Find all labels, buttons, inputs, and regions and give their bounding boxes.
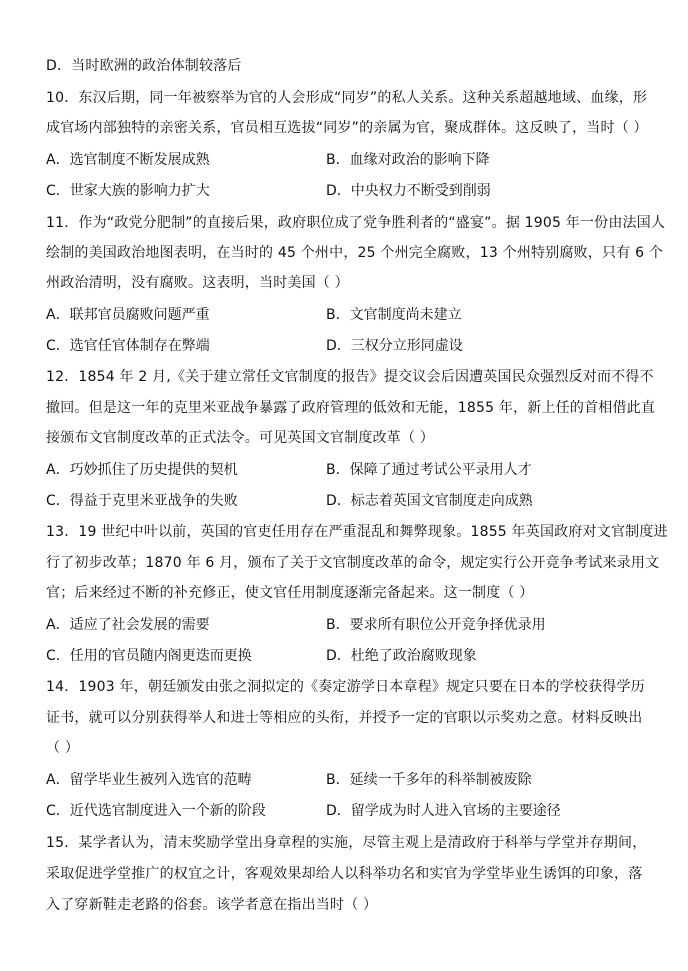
q13-option-a: A．适应了社会发展的需要 [46,617,210,633]
q10-option-c: C．世家大族的影响力扩大 [46,183,210,199]
q10-option-d: D．中央权力不断受到削弱 [326,183,491,199]
q12-stem-line-2: 撤回。但是这一年的克里米亚战争暴露了政府管理的低效和无能，1855 年，新上任的首相借此直 [46,400,656,416]
q15-stem-line-2: 采取促进学堂推广的权宜之计，客观效果却给人以科举功名和实官为学堂毕业生诱饵的印象，落 [46,866,643,882]
q13-option-d: D．杜绝了政治腐败现象 [326,648,477,664]
q14-stem-line-1: 14．1903 年，朝廷颁发由张之洞拟定的《奏定游学日本章程》规定只要在日本的学校获得学历 [46,679,645,695]
q14-option-b: B．延续一千多年的科举制被废除 [326,772,532,788]
q10-stem-line-1: 10．东汉后期，同一年被察举为官的人会形成“同岁”的私人关系。这种关系超越地域、血缘，形 [46,90,648,106]
q14-stem-line-2: 证书，就可以分别获得举人和进士等相应的头衔，并授予一定的官职以示奖劝之意。材料反映出 [46,710,643,726]
q12-option-d: D．标志着英国文官制度走向成熟 [326,493,533,509]
q12-stem-line-3: 接颁布文官制度改革的正式法令。可见英国文官制度改革（ ） [46,430,435,446]
q11-stem-line-1: 11．作为“政党分肥制”的直接后果，政府职位成了党争胜利者的“盛宴”。据 1905 年一份由法国人 [46,215,666,231]
q13-option-c: C．任用的官员随内阁更迭而更换 [46,648,252,664]
q11-option-d: D．三权分立形同虚设 [326,338,463,354]
q10-stem-line-2: 成官场内部独特的亲密关系，官员相互选拔“同岁”的亲属为官，聚成群体。这反映了，当时（ ） [46,120,648,136]
q14-option-c: C．近代选官制度进入一个新的阶段 [46,803,266,819]
q14-stem-line-3: （ ） [46,740,80,756]
q15-stem-line-1: 15．某学者认为，清末奖励学堂出身章程的实施，尽管主观上是清政府于科举与学堂并存期间， [46,835,647,851]
q14-option-d: D．留学成为时人进入官场的主要途径 [326,803,561,819]
q11-stem-line-2: 绘制的美国政治地图表明，在当时的 45 个州中，25 个州完全腐败，13 个州特别腐败，只有 6 个 [46,245,664,261]
q11-option-a: A．联邦官员腐败问题严重 [46,307,210,323]
q10-option-b: B．血缘对政治的影响下降 [326,152,490,168]
q15-stem-line-3: 入了穿新鞋走老路的俗套。该学者意在指出当时（ ） [46,897,378,913]
q11-stem-line-3: 州政治清明，没有腐败。这表明，当时美国（ ） [46,275,349,291]
q10-option-a: A．选官制度不断发展成熟 [46,152,210,168]
q13-stem-line-2: 行了初步改革；1870 年 6 月，颁布了关于文官制度改革的命令，规定实行公开竞争考试来录用文 [46,555,660,571]
q9-option-d: D．当时欧洲的政治体制较落后 [46,58,242,74]
q12-option-c: C．得益于克里米亚战争的失败 [46,493,238,509]
q13-stem-line-3: 官；后来经过不断的补充修正，使文官任用制度逐渐完备起来。这一制度（ ） [46,585,534,601]
q12-stem-line-1: 12．1854 年 2 月,《关于建立常任文官制度的报告》提交议会后因遭英国民众强烈反对而不得不 [46,369,654,385]
q14-option-a: A．留学毕业生被列入选官的范畴 [46,772,252,788]
q11-option-b: B．文官制度尚未建立 [326,307,462,323]
q13-option-b: B．要求所有职位公开竞争择优录用 [326,617,546,633]
q12-option-a: A．巧妙抓住了历史提供的契机 [46,462,238,478]
q13-stem-line-1: 13．19 世纪中叶以前，英国的官吏任用存在严重混乱和舞弊现象。1855 年英国政府对文官制度进 [46,524,668,540]
q12-option-b: B．保障了通过考试公平录用人才 [326,462,532,478]
q11-option-c: C．选官任官体制存在弊端 [46,338,210,354]
